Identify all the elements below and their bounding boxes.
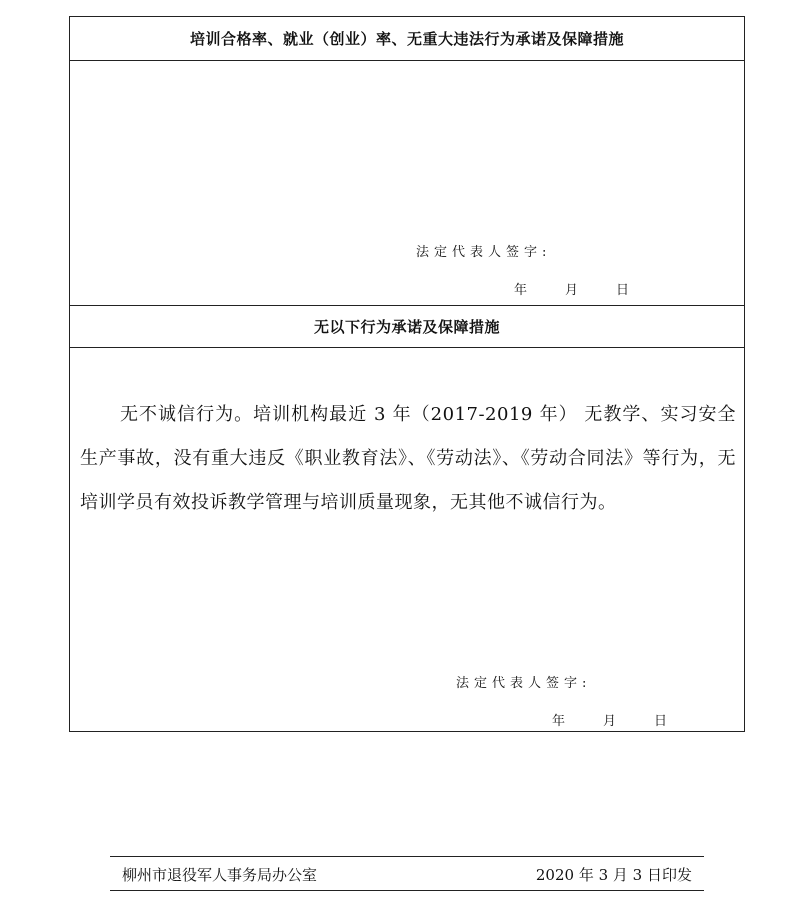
footer-office: 柳州市退役军人事务局办公室 (122, 866, 318, 884)
section2-title: 无以下行为承诺及保障措施 (70, 305, 744, 348)
section1-date-day: 日 (616, 283, 630, 298)
section1-title: 培训合格率、就业（创业）率、无重大违法行为承诺及保障措施 (70, 17, 744, 61)
section2-date-year: 年 (552, 714, 566, 729)
section2-date-month: 月 (603, 714, 617, 729)
section1-date-month: 月 (565, 283, 579, 298)
section2-date-day: 日 (654, 714, 668, 729)
section1-signature-label: 法定代表人签字: (416, 245, 552, 260)
footer-issue-date: 2020 年 3 月 3 日印发 (535, 866, 692, 884)
issuing-footer (110, 856, 704, 891)
section2-signature-label: 法定代表人签字: (456, 676, 592, 691)
section1-date-line (514, 279, 629, 298)
section2-date-line (552, 710, 667, 729)
section1-date-year: 年 (514, 283, 528, 298)
commitment-table (69, 16, 745, 732)
section2-body: 无不诚信行为。培训机构最近 3 年（2017-2019 年） 无教学、实习安全生产事故，没有重大违反《职业教育法》、《劳动法》、《劳动合同法》等行为，无培训学员有效投诉教学管理与培训质量现象，无其他不诚信行为。 (80, 404, 736, 513)
